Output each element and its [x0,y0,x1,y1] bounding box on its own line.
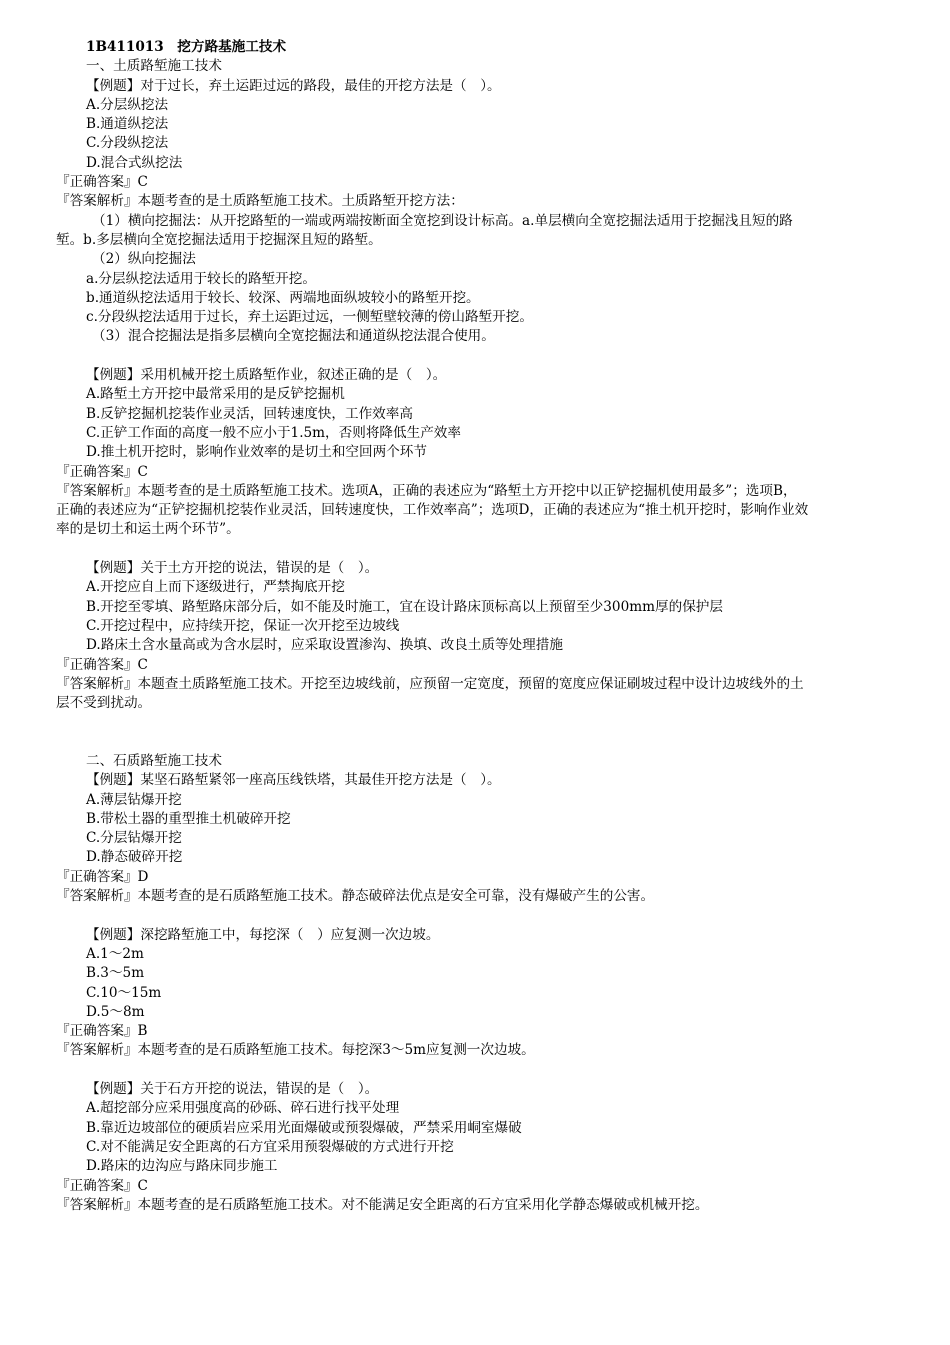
s1-q1-analysis-line: （1）横向挖掘法：从开挖路堑的一端或两端按断面全宽挖到设计标高。a.单层横向全宽挖掘法适用于挖掘浅且短的路 [92,212,793,229]
s1-q1-option-c: C.分段纵挖法 [86,135,169,152]
s2-q1-answer: 『正确答案』D [56,868,149,885]
spacer [0,540,950,559]
s1-q1-analysis-line: c.分段纵挖法适用于过长，弃土运距过远，一侧堑壁较薄的傍山路堑开挖。 [86,309,533,326]
s2-q3-option-b: B.靠近边坡部位的硬质岩应采用光面爆破或预裂爆破，严禁采用峒室爆破 [86,1119,522,1136]
s1-q3-option-a: A.开挖应自上而下逐级进行，严禁掏底开挖 [86,579,345,596]
section-2-heading: 二、石质路堑施工技术 [86,752,222,769]
s2-q3-option-a: A.超挖部分应采用强度高的砂砾、碎石进行找平处理 [86,1100,400,1117]
s1-q1-analysis-line: 堑。b.多层横向全宽挖掘法适用于挖掘深且短的路堑。 [56,231,382,248]
spacer [0,1061,950,1080]
s1-q3-analysis-line: 『答案解析』本题查土质路堑施工技术。开挖至边坡线前，应预留一定宽度，预留的宽度应保证刷坡过程中设计边坡线外的土 [56,675,804,692]
s2-q3-option-d: D.路床的边沟应与路床同步施工 [86,1158,278,1175]
s2-q2-option-a: A.1～2m [86,945,144,962]
s1-q3-option-b: B.开挖至零填、路堑路床部分后，如不能及时施工，宜在设计路床顶标高以上预留至少300mm厚的保护层 [86,598,723,615]
doc-title: 1B411013 挖方路基施工技术 [86,39,287,55]
s2-q3-option-c: C.对不能满足安全距离的石方宜采用预裂爆破的方式进行开挖 [86,1138,454,1155]
s1-q2-analysis-line: 率的是切土和运土两个环节”。 [56,521,240,538]
s1-q1-analysis-line: a.分层纵挖法适用于较长的路堑开挖。 [86,270,316,287]
s1-q2-answer: 『正确答案』C [56,463,148,480]
s2-q3-question: 【例题】关于石方开挖的说法，错误的是（ ）。 [86,1081,379,1098]
s2-q1-option-b: B.带松土器的重型推土机破碎开挖 [86,810,291,827]
s1-q2-option-b: B.反铲挖掘机挖装作业灵活，回转速度快，工作效率高 [86,405,413,422]
s1-q2-option-a: A.路堑土方开挖中最常采用的是反铲挖掘机 [86,386,345,403]
s2-q2-option-c: C.10～15m [86,984,162,1001]
s1-q1-option-d: D.混合式纵挖法 [86,154,183,171]
s1-q3-analysis-line: 层不受到扰动。 [56,695,152,712]
s2-q2-option-b: B.3～5m [86,965,145,982]
s2-q1-option-c: C.分层钻爆开挖 [86,830,182,847]
s1-q1-analysis-line: （3）混合挖掘法是指多层横向全宽挖掘法和通道纵挖法混合使用。 [92,328,495,345]
s1-q3-option-c: C.开挖过程中，应持续开挖，保证一次开挖至边坡线 [86,617,400,634]
s1-q1-answer: 『正确答案』C [56,174,148,191]
s2-q2-option-d: D.5～8m [86,1003,145,1020]
s2-q2-answer: 『正确答案』B [56,1023,148,1040]
s2-q3-answer: 『正确答案』C [56,1177,148,1194]
spacer [0,906,950,925]
s1-q1-option-a: A.分层纵挖法 [86,96,169,113]
s1-q2-option-d: D.推土机开挖时，影响作业效率的是切土和空回两个环节 [86,444,427,461]
s1-q3-answer: 『正确答案』C [56,656,148,673]
s2-q3-analysis-line: 『答案解析』本题考查的是石质路堑施工技术。对不能满足安全距离的石方宜采用化学静态爆破或机械开挖。 [56,1196,709,1213]
s2-q1-analysis-line: 『答案解析』本题考查的是石质路堑施工技术。静态破碎法优点是安全可靠，没有爆破产生的公害。 [56,888,655,905]
s1-q3-option-d: D.路床土含水量高或为含水层时，应采取设置渗沟、换填、改良土质等处理措施 [86,637,563,654]
s2-q2-analysis-line: 『答案解析』本题考查的是石质路堑施工技术。每挖深3～5m应复测一次边坡。 [56,1042,535,1059]
spacer [0,347,950,366]
s1-q3-question: 【例题】关于土方开挖的说法，错误的是（ ）。 [86,560,379,577]
s1-q1-analysis-line: b.通道纵挖法适用于较长、较深、两端地面纵坡较小的路堑开挖。 [86,289,480,306]
s1-q2-analysis-line: 『答案解析』本题考查的是土质路堑施工技术。选项A，正确的表述应为“路堑土方开挖中以正铲挖掘机使用最多”；选项B， [56,482,797,499]
s2-q2-question: 【例题】深挖路堑施工中，每挖深（ ）应复测一次边坡。 [86,926,440,943]
document-page [0,38,950,1215]
s2-q1-option-a: A.薄层钻爆开挖 [86,791,182,808]
s1-q1-question: 【例题】对于过长，弃土运距过远的路段，最佳的开挖方法是（ ）。 [86,77,501,94]
s2-q1-option-d: D.静态破碎开挖 [86,849,183,866]
s1-q2-option-c: C.正铲工作面的高度一般不应小于1.5m，否则将降低生产效率 [86,424,461,441]
s2-q1-question: 【例题】某坚石路堑紧邻一座高压线铁塔，其最佳开挖方法是（ ）。 [86,772,501,789]
s1-q2-analysis-line: 正确的表述应为“正铲挖掘机挖装作业灵活，回转速度快，工作效率高”；选项D，正确的表述应为“推土机开挖时，影响作业效 [56,502,809,519]
s1-q1-option-b: B.通道纵挖法 [86,116,169,133]
section-1-heading: 一、土质路堑施工技术 [86,58,222,75]
s1-q1-analysis-line: （2）纵向挖掘法 [92,251,196,268]
s1-q1-analysis-line: 『答案解析』本题考查的是土质路堑施工技术。土质路堑开挖方法： [56,193,464,210]
spacer [0,713,950,752]
s1-q2-question: 【例题】采用机械开挖土质路堑作业，叙述正确的是（ ）。 [86,367,447,384]
